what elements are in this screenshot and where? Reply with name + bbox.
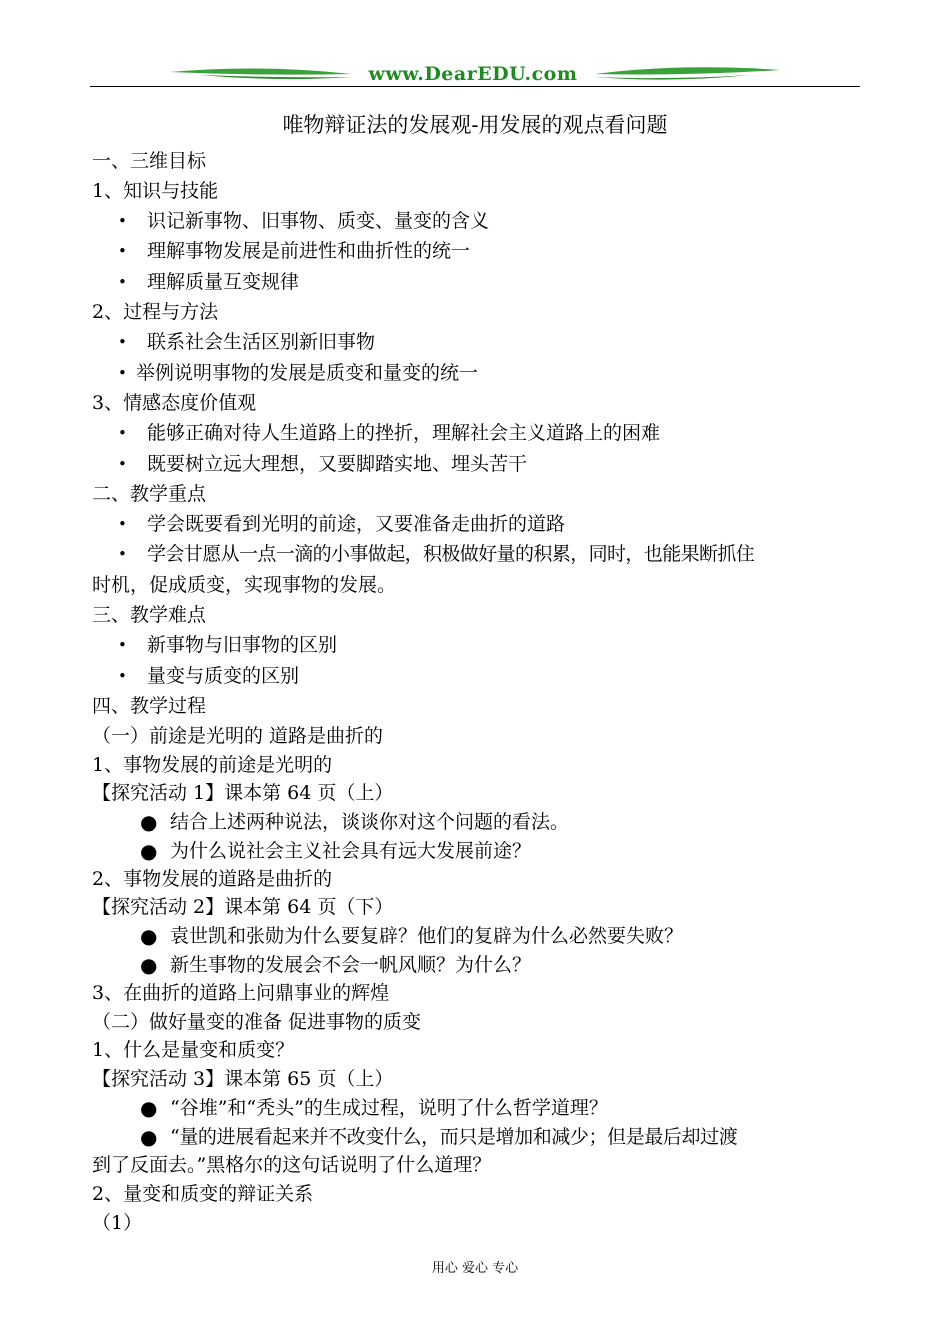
bullet-icon: •	[118, 212, 127, 230]
heading-difficulties: 三、教学难点	[92, 604, 207, 626]
heading-key-points: 二、教学重点	[92, 483, 207, 505]
list-item: 新生事物的发展会不会一帆风顺？为什么？	[170, 954, 532, 976]
dot-bullet-icon: ●	[140, 924, 158, 948]
bullet-icon: •	[118, 667, 127, 685]
item-number: （1）	[92, 1212, 143, 1234]
list-item-continuation: 时机，促成质变，实现事物的发展。	[92, 574, 397, 596]
list-item: 结合上述两种说法，谈谈你对这个问题的看法。	[170, 811, 570, 833]
list-item: 量变与质变的区别	[147, 665, 300, 687]
page-title: 唯物辩证法的发展观-用发展的观点看问题	[282, 113, 668, 137]
list-item: 学会甘愿从一点一滴的小事做起，积极做好量的积累，同时，也能果断抓住	[147, 543, 755, 565]
activity-2-heading: 【探究活动 2】课本第 64 页（下）	[92, 896, 394, 918]
list-item: “量的进展看起来并不改变什么，而只是增加和减少；但是最后却过渡	[170, 1126, 738, 1148]
subheading-part-two: （二）做好量变的准备 促进事物的质变	[92, 1011, 422, 1033]
list-item: 既要树立远大理想，又要脚踏实地、埋头苦干	[147, 453, 528, 475]
bullet-icon: •	[118, 515, 127, 533]
list-item: 举例说明事物的发展是质变和量变的统一	[136, 362, 479, 384]
site-logo: www.DearEDU.com	[368, 63, 578, 85]
list-item: 理解事物发展是前进性和曲折性的统一	[147, 240, 471, 262]
subheading-glory: 3、在曲折的道路上问鼎事业的辉煌	[92, 982, 390, 1004]
dot-bullet-icon: ●	[140, 1125, 158, 1149]
list-item: 识记新事物、旧事物、质变、量变的含义	[147, 210, 490, 232]
dot-bullet-icon: ●	[140, 839, 158, 863]
bullet-icon: •	[118, 273, 127, 291]
dot-bullet-icon: ●	[140, 1096, 158, 1120]
heading-goals: 一、三维目标	[92, 150, 207, 172]
subheading-what-is-change: 1、什么是量变和质变？	[92, 1039, 295, 1061]
list-item: 为什么说社会主义社会具有远大发展前途？	[170, 840, 532, 862]
bullet-icon: •	[118, 455, 127, 473]
list-item: 新事物与旧事物的区别	[147, 634, 338, 656]
dot-bullet-icon: ●	[140, 953, 158, 977]
subheading-attitude: 3、情感态度价值观	[92, 392, 257, 414]
bullet-icon: •	[118, 545, 127, 563]
subheading-knowledge: 1、知识与技能	[92, 180, 219, 202]
activity-3-heading: 【探究活动 3】课本第 65 页（上）	[92, 1068, 394, 1090]
subheading-bright-future: 1、事物发展的前途是光明的	[92, 754, 333, 776]
subheading-part-one: （一）前途是光明的 道路是曲折的	[92, 725, 384, 747]
list-item: “谷堆”和“秃头”的生成过程，说明了什么哲学道理？	[170, 1097, 608, 1119]
list-item: 能够正确对待人生道路上的挫折，理解社会主义道路上的困难	[147, 422, 661, 444]
page-footer: 用心 爱心 专心	[431, 1261, 519, 1276]
list-item: 联系社会生活区别新旧事物	[147, 331, 376, 353]
bullet-icon: •	[118, 424, 127, 442]
subheading-dialectic: 2、量变和质变的辩证关系	[92, 1183, 314, 1205]
subheading-winding-road: 2、事物发展的道路是曲折的	[92, 868, 333, 890]
bullet-icon: •	[118, 242, 127, 260]
subheading-process: 2、过程与方法	[92, 301, 219, 323]
bullet-icon: •	[118, 364, 127, 382]
list-item: 理解质量互变规律	[147, 271, 300, 293]
list-item: 袁世凯和张勋为什么要复辟？他们的复辟为什么必然要失败？	[170, 925, 684, 947]
list-item-continuation: 到了反面去。”黑格尔的这句话说明了什么道理？	[92, 1154, 492, 1176]
bullet-icon: •	[118, 636, 127, 654]
activity-1-heading: 【探究活动 1】课本第 64 页（上）	[92, 782, 394, 804]
bullet-icon: •	[118, 333, 127, 351]
list-item: 学会既要看到光明的前途，又要准备走曲折的道路	[147, 513, 566, 535]
header-rule	[90, 86, 860, 87]
dot-bullet-icon: ●	[140, 810, 158, 834]
heading-process: 四、教学过程	[92, 695, 207, 717]
